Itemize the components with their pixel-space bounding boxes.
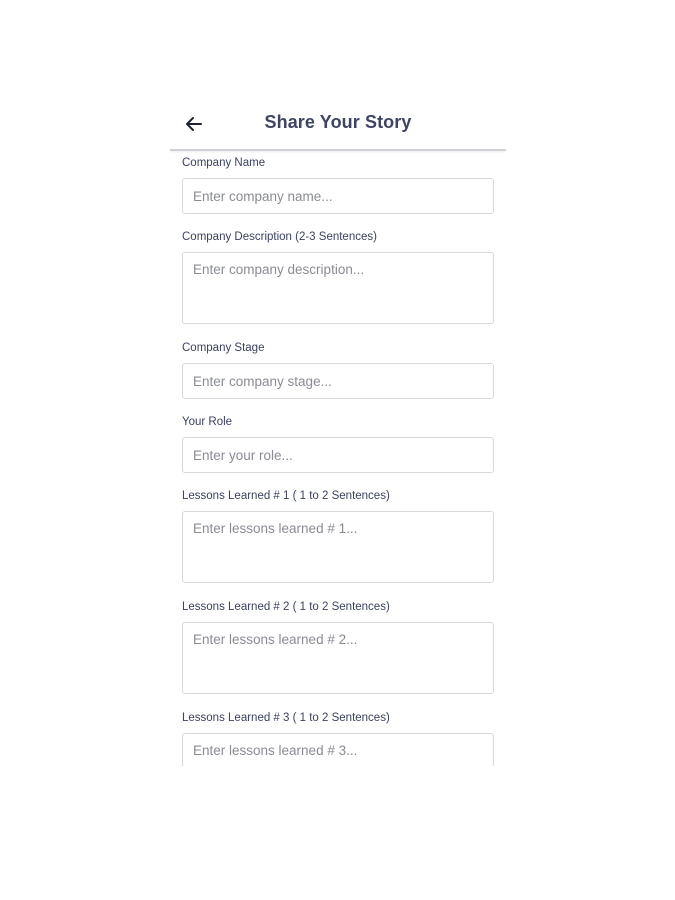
lessons-1-input[interactable] xyxy=(182,511,494,583)
your-role-field xyxy=(182,414,494,473)
app-header xyxy=(170,100,506,151)
company-description-input[interactable] xyxy=(182,252,494,324)
company-stage-input[interactable] xyxy=(182,363,494,399)
lessons-2-label: Lessons Learned # 2 ( 1 to 2 Sentences) xyxy=(182,601,390,613)
lessons-2-input[interactable] xyxy=(182,622,494,694)
lessons-2-field xyxy=(182,599,494,694)
lessons-3-field xyxy=(182,710,494,766)
lessons-1-field xyxy=(182,488,494,583)
lessons-3-label: Lessons Learned # 3 ( 1 to 2 Sentences) xyxy=(182,712,390,724)
lessons-1-label: Lessons Learned # 1 ( 1 to 2 Sentences) xyxy=(182,490,390,502)
company-name-input[interactable] xyxy=(182,178,494,214)
your-role-input[interactable] xyxy=(182,437,494,473)
company-name-field xyxy=(182,155,494,214)
your-role-label: Your Role xyxy=(182,416,233,428)
company-stage-label: Company Stage xyxy=(182,342,265,354)
company-description-label: Company Description (2-3 Sentences) xyxy=(182,231,377,243)
share-story-screen xyxy=(170,100,506,766)
story-form xyxy=(182,155,494,766)
company-name-label: Company Name xyxy=(182,157,266,169)
page-title: Share Your Story xyxy=(264,112,412,132)
company-stage-field xyxy=(182,340,494,399)
lessons-3-input[interactable] xyxy=(182,733,494,766)
company-description-field xyxy=(182,229,494,324)
